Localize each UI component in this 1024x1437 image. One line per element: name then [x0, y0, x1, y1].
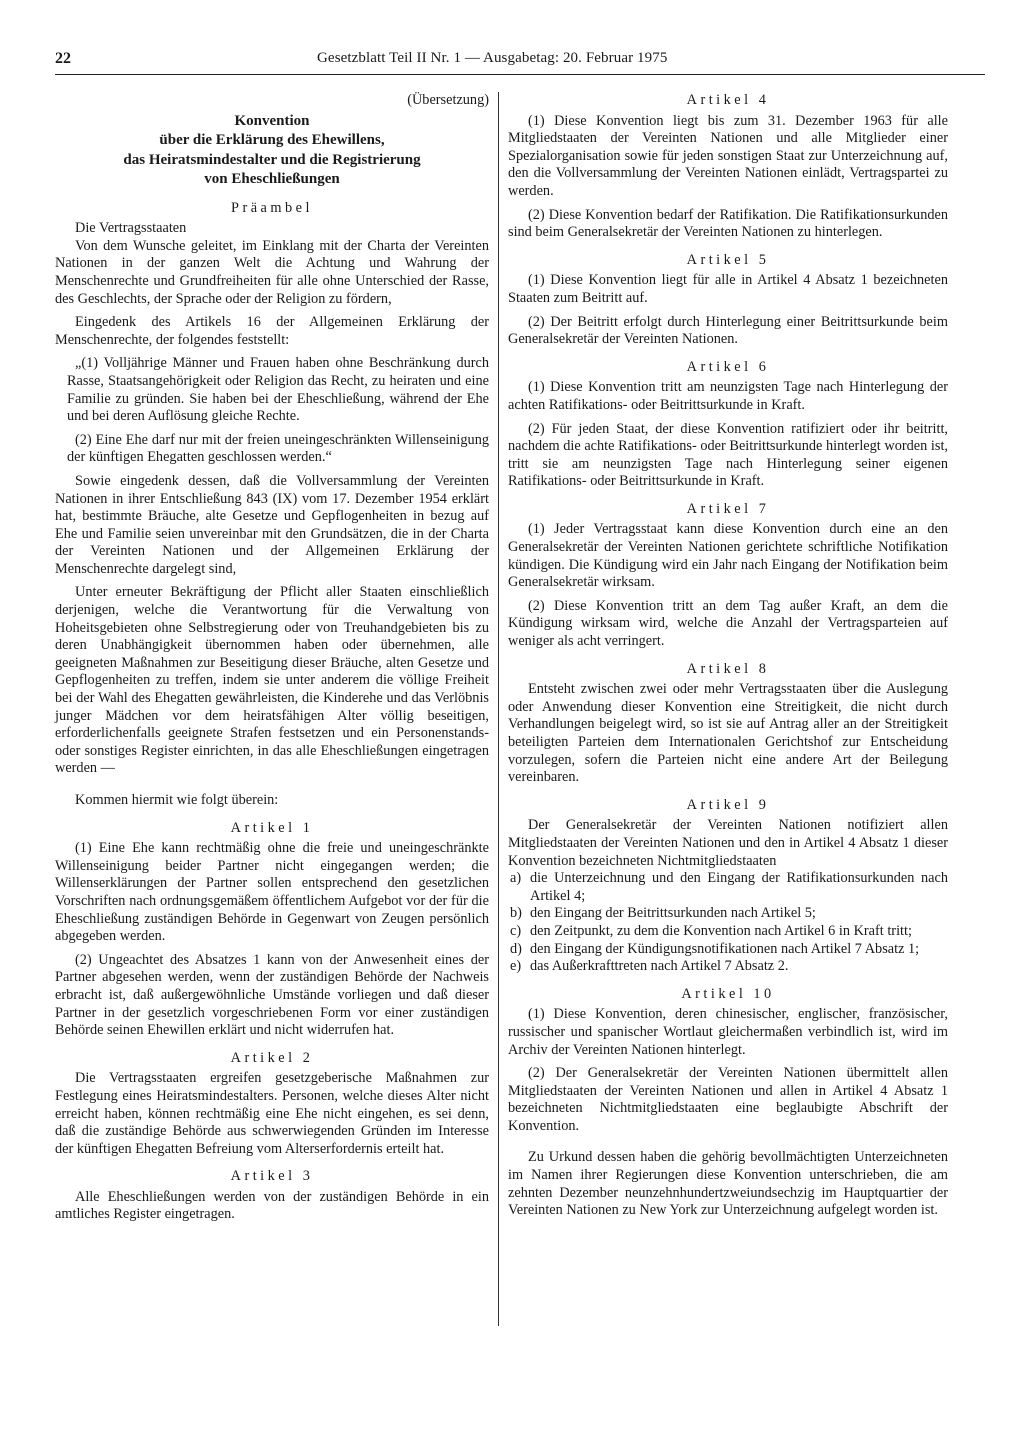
title-line: das Heiratsmindestalter und die Registrierung — [123, 151, 421, 168]
column-divider — [498, 92, 499, 1326]
list-item-text: den Zeitpunkt, zu dem die Konvention nach Artikel 6 in Kraft tritt; — [530, 922, 912, 939]
title-line: über die Erklärung des Ehewillens, — [159, 132, 385, 149]
list-item — [508, 958, 948, 976]
article-8-heading: Artikel 8 — [686, 660, 770, 677]
preamble-intro: Die Vertragsstaaten — [75, 220, 187, 237]
article-6-heading: Artikel 6 — [686, 358, 770, 375]
list-item-label: b) — [510, 905, 522, 922]
article-paragraph: (1) Diese Konvention tritt am neunzigsten Tage nach Hinterlegung der achten Ratifikations- oder Beitrittsurkunde in Kraft. — [508, 379, 948, 413]
article-paragraph: (1) Eine Ehe kann rechtmäßig ohne die freie und uneingeschränkte Willenseinigung beider Partner nicht eingegangen werden; die Willenserklärungen der Partner sollen entsprechend den gesetzlichen Vorschriften nach ordnungsgemäßem öffentlichem Aufgebot vor der für die Eheschließung zuständigen Behörde in Gegenwart von Zeugen persönlich abgegeben werden. — [55, 840, 489, 945]
article-paragraph: (1) Diese Konvention, deren chinesischer, englischer, französischer, russischer und spanischer Wortlaut gleichermaßen verbindlich ist, wird im Archiv der Vereinten Nationen hinterlegt. — [508, 1006, 948, 1058]
preamble-paragraph: Sowie eingedenk dessen, daß die Vollversammlung der Vereinten Nationen in ihrer Entschließung 843 (IX) vom 17. Dezember 1954 erklärt hat, bestimmte Bräuche, alte Gesetze und Gepflogenheiten in bezug auf Ehe und Familie seien unvereinbar mit den Grundsätzen, die in der Charta der Vereinten Nationen und der Allgemeinen Erklärung der Menschenrechte dargelegt sind, — [55, 472, 489, 577]
article-paragraph: (2) Für jeden Staat, der diese Konvention ratifiziert oder ihr beitritt, nachdem die achte Ratifikations- oder Beitrittsurkunde hinterlegt worden ist, tritt sie am neunzigsten Tage nach Hinterlegung seiner eigenen Ratifikations- oder Beitrittsurkunde in Kraft. — [508, 420, 948, 490]
list-item — [508, 905, 948, 923]
article-paragraph: (2) Der Generalsekretär der Vereinten Nationen übermittelt allen Mitgliedstaaten der Vereinten Nationen und allen in Artikel 4 Absatz 1 bezeichneten Nichtmitgliedstaaten eine beglaubigte Abschrift der Konvention. — [508, 1065, 948, 1134]
running-head: Gesetzblatt Teil II Nr. 1 — Ausgabetag: 20. Februar 1975 — [317, 50, 668, 66]
article-paragraph: Entsteht zwischen zwei oder mehr Vertragsstaaten über die Auslegung oder Anwendung dieser Konvention eine Streitigkeit, die nicht durch Verhandlungen beigelegt wird, so ist sie auf Antrag aller an der Streitigkeit beteiligten Parteien dem Internationalen Gerichtshof zur Entscheidung vorzulegen, sofern die Parteien nicht eine andere Art der Beilegung vereinbaren. — [508, 681, 948, 786]
article-paragraph: (2) Diese Konvention bedarf der Ratifikation. Die Ratifikationsurkunden sind beim Generalsekretär der Vereinten Nationen zu hinterlegen. — [508, 206, 948, 241]
quotation-paragraph: (2) Eine Ehe darf nur mit der freien uneingeschränkten Willenseinigung der künftigen Ehegatten geschlossen werden.“ — [67, 431, 489, 466]
translation-note: (Übersetzung) — [407, 92, 489, 108]
preamble-paragraph: Unter erneuter Bekräftigung der Pflicht aller Staaten einschließlich derjenigen, welche die Verantwortung für die Verwaltung von Hoheitsgebieten ohne Selbstregierung oder von Treuhandgebieten bis zu deren Unabhängigkeit übernommen haben oder übernehmen, alle geeigneten Maßnahmen zur Beseitigung dieser Bräuche, alten Gesetze und Gepflogenheiten zu treffen, indem sie unter anderem die völlige Freiheit bei der Wahl des Ehegatten gewährleisten, die Kinderehe und das Verlöbnis junger Mädchen vor dem heiratsfähigen Alter völlig beseitigen, erforderlichenfalls geeignete Strafen festsetzen und ein Personenstands- oder sonstiges Register einrichten, in das alle Eheschließungen eingetragen werden — — [55, 584, 489, 777]
quotation-paragraph: „(1) Volljährige Männer und Frauen haben ohne Beschränkung durch Rasse, Staatsangehörigkeit oder Religion das Recht, zu heiraten und eine Familie zu gründen. Sie haben bei der Eheschließung, während der Ehe und bei deren Auflösung gleiche Rechte. — [67, 355, 489, 425]
list-item-text: den Eingang der Beitrittsurkunden nach Artikel 5; — [530, 905, 816, 922]
list-item-text: das Außerkrafttreten nach Artikel 7 Absatz 2. — [530, 958, 789, 975]
article-5-heading: Artikel 5 — [686, 251, 770, 268]
article-3-heading: Artikel 3 — [230, 1168, 314, 1185]
list-item-text: den Eingang der Kündigungsnotifikationen nach Artikel 7 Absatz 1; — [530, 940, 920, 957]
article-9-heading: Artikel 9 — [686, 796, 770, 813]
agreement-clause: Kommen hiermit wie folgt überein: — [75, 792, 279, 808]
article-paragraph: (2) Der Beitritt erfolgt durch Hinterlegung einer Beitrittsurkunde beim Generalsekretär der Vereinten Nationen. — [508, 313, 948, 348]
page-header — [55, 50, 985, 75]
article-paragraph: (1) Jeder Vertragsstaat kann diese Konvention durch eine an den Generalsekretär der Vereinten Nationen gerichtete schriftliche Notifikation kündigen. Die Kündigung wird ein Jahr nach Eingang der Notifikation beim Generalsekretär wirksam. — [508, 521, 948, 591]
document-title — [55, 112, 489, 190]
article-4-heading: Artikel 4 — [686, 92, 770, 108]
list-item — [508, 870, 948, 905]
article-paragraph: Der Generalsekretär der Vereinten Nationen notifiziert allen Mitgliedstaaten der Vereinten Nationen und den in Artikel 4 Absatz 1 dieser Konvention bezeichneten Nichtmitgliedstaaten — [508, 817, 948, 869]
article-paragraph: Die Vertragsstaaten ergreifen gesetzgeberische Maßnahmen zur Festlegung eines Heiratsmindestalters. Personen, welche dieses Alter nicht erreicht haben, können rechtmäßig eine Ehe nicht eingehen, es sei denn, daß die zuständige Behörde aus schwerwiegenden Gründen im Interesse der künftigen Ehegatten Befreiung vom Alterserfordernis erteilt hat. — [55, 1070, 489, 1157]
list-item — [508, 923, 948, 941]
list-item-label: e) — [510, 958, 522, 975]
list-item-label: c) — [510, 922, 522, 939]
article-2-heading: Artikel 2 — [230, 1049, 314, 1066]
left-column — [55, 92, 489, 1224]
list-item-label: d) — [510, 940, 522, 957]
article-10-heading: Artikel 10 — [681, 985, 775, 1002]
preamble-paragraph: Eingedenk des Artikels 16 der Allgemeinen Erklärung der Menschenrechte, der folgendes feststellt: — [55, 314, 489, 348]
right-column — [508, 92, 948, 1220]
article-paragraph: (2) Ungeachtet des Absatzes 1 kann von der Anwesenheit eines der Partner abgesehen werden, wenn der zuständigen Behörde der Nachweis erbracht ist, daß außergewöhnliche Umstände vorliegen und daß dieser Partner in der gesetzlich vorgeschriebenen Form vor einer zuständigen Behörde seinen Ehewillen erklärt und nicht widerrufen hat. — [55, 951, 489, 1039]
quotation-block — [55, 355, 489, 467]
list-item — [508, 941, 948, 959]
article-paragraph: (2) Diese Konvention tritt an dem Tag außer Kraft, an dem die Kündigung wirksam wird, welche die Anzahl der Vertragsparteien auf weniger als acht verringert. — [508, 597, 948, 650]
list-item-label: a) — [510, 870, 522, 887]
preamble-paragraph: Von dem Wunsche geleitet, im Einklang mit der Charta der Vereinten Nationen in der ganzen Welt die Achtung und Wahrung der Menschenrechte und Grundfreiheiten für alle ohne Unterschied der Rasse, des Geschlechts, der Sprache oder der Religion zu fördern, — [55, 237, 489, 307]
article-1-heading: Artikel 1 — [230, 819, 314, 836]
title-line: von Eheschließungen — [204, 171, 340, 188]
closing-clause: Zu Urkund dessen haben die gehörig bevollmächtigten Unterzeichneten im Namen ihrer Regierungen diese Konvention unterschrieben, die am zehnten Dezember neunzehnhundertzweiundsechzig im Hauptquartier der Vereinten Nationen zu New York zur Unterzeichnung aufgelegt worden ist. — [508, 1149, 948, 1219]
list-item-text: die Unterzeichnung und den Eingang der Ratifikationsurkunden nach Artikel 4; — [530, 870, 948, 904]
page-number: 22 — [55, 50, 71, 67]
article-paragraph: Alle Eheschließungen werden von der zuständigen Behörde in ein amtliches Register eingetragen. — [55, 1188, 489, 1223]
article-7-heading: Artikel 7 — [686, 500, 770, 517]
article-paragraph: (1) Diese Konvention liegt bis zum 31. Dezember 1963 für alle Mitgliedstaaten der Vereinten Nationen und alle Mitglieder einer Spezialorganisation sowie für jeden sonstigen Staat zur Unterzeichnung auf, den die Vollversammlung der Vereinten Nationen einlädt, Vertragspartei zu werden. — [508, 112, 948, 199]
title-line: Konvention — [234, 112, 310, 129]
article-paragraph: (1) Diese Konvention liegt für alle in Artikel 4 Absatz 1 bezeichneten Staaten zum Beitritt auf. — [508, 272, 948, 306]
preamble-heading: Präambel — [231, 199, 313, 216]
notification-list — [508, 870, 948, 976]
